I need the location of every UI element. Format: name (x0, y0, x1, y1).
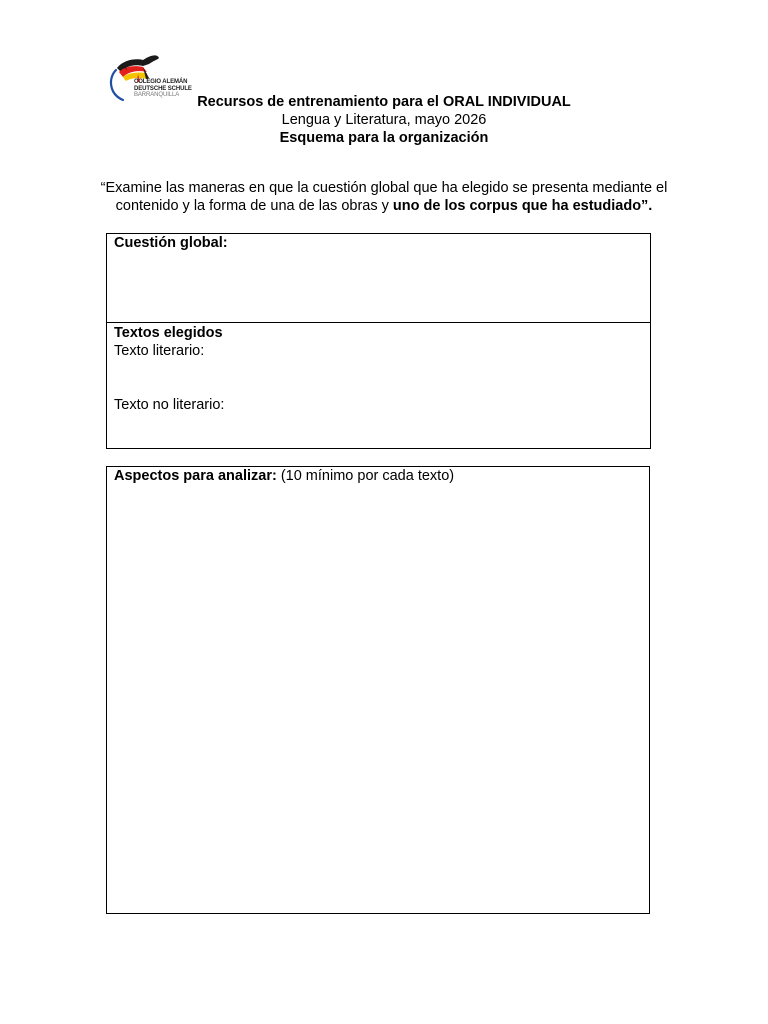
logo-line-3: BARRANQUILLA (134, 92, 180, 98)
document-title: Recursos de entrenamiento para el ORAL INDIVIDUAL (197, 94, 571, 110)
chosen-texts-label: Textos elegidos (114, 325, 223, 341)
non-literary-text-label: Texto no literario: (114, 397, 225, 413)
global-issue-and-texts-box (106, 233, 651, 449)
prompt-text-bold: uno de los corpus que ha estudiado”. (392, 198, 653, 214)
section-heading: Esquema para la organización (279, 130, 489, 146)
exam-prompt (100, 179, 668, 215)
aspects-label: Aspectos para analizar: (10 mínimo por cada texto) (114, 468, 455, 484)
document-subtitle: Lengua y Literatura, mayo 2026 (281, 112, 487, 128)
aspects-box (106, 466, 650, 914)
logo-line-2: DEUTSCHE SCHULE (134, 85, 192, 92)
box-divider (107, 322, 650, 323)
global-issue-label: Cuestión global: (114, 235, 228, 251)
logo-line-1: COLEGIO ALEMÁN (134, 79, 188, 85)
aspects-note: (10 mínimo por cada texto) (276, 468, 455, 484)
literary-text-label: Texto literario: (114, 343, 205, 359)
prompt-text-regular: “Examine las maneras en que la cuestión global que ha elegido se presenta mediante el contenido y la forma de una de las obras y (100, 180, 668, 214)
